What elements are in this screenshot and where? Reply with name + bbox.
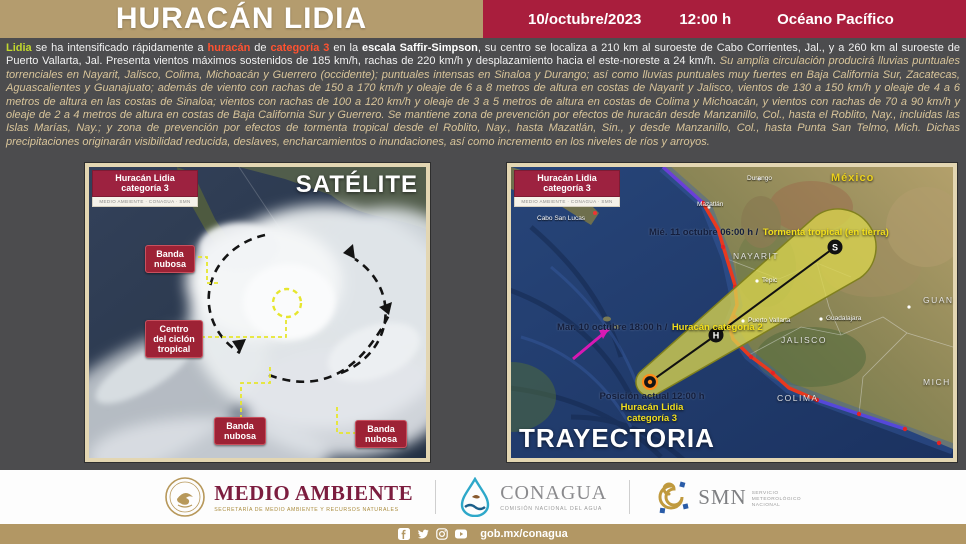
footer-logos xyxy=(0,470,966,524)
header-title-block xyxy=(0,0,483,38)
instagram-icon xyxy=(436,528,448,540)
forecast-1-time: Mié. 11 octubre 06:00 h / xyxy=(649,227,759,238)
report-region: Océano Pacífico xyxy=(777,10,894,28)
label-mexico: México xyxy=(831,172,875,184)
conagua-title: CONAGUA xyxy=(500,482,608,504)
report-date: 10/octubre/2023 xyxy=(528,10,642,28)
label-jalisco: JALISCO xyxy=(781,335,827,345)
label-michoacan: MICH xyxy=(923,377,951,387)
smn-spiral-icon xyxy=(652,478,690,516)
trajectory-map-image xyxy=(511,167,953,458)
report-time: 12:00 h xyxy=(679,10,732,28)
trajectory-caption: TRAYECTORIA xyxy=(519,423,715,453)
storm-badge-logos: MEDIO AMBIENTE · CONAGUA · SMN xyxy=(92,197,198,207)
cloud-band-label-1: Banda nubosa xyxy=(145,245,195,273)
smn-logo xyxy=(652,478,802,516)
label-tepic: Tepic xyxy=(762,277,778,284)
label-guadalajara: Guadalajara xyxy=(826,315,862,322)
current-position-marker xyxy=(643,375,657,389)
storm-badge xyxy=(514,170,620,207)
label-puerto-vallarta: Puerto Vallarta xyxy=(748,317,791,324)
smn-title: SMN xyxy=(698,484,747,509)
satellite-map-image xyxy=(89,167,426,458)
medio-ambiente-title: MEDIO AMBIENTE xyxy=(214,481,414,505)
header-meta-block xyxy=(483,0,966,38)
bottom-social-bar xyxy=(0,524,966,544)
page-title: HURACÁN LIDIA xyxy=(115,2,368,35)
trajectory-panel xyxy=(507,163,957,462)
label-durango: Durango xyxy=(747,175,772,182)
label-cabo-san-lucas: Cabo San Lucas xyxy=(537,215,586,222)
svg-text:H: H xyxy=(712,330,720,341)
current-storm-category: categoría 3 xyxy=(626,413,678,424)
semarnat-seal-icon xyxy=(164,476,206,518)
footer-divider xyxy=(629,480,630,514)
storm-badge xyxy=(92,170,198,207)
twitter-icon xyxy=(417,528,429,540)
bulletin-section xyxy=(0,38,966,163)
forecast-label-1 xyxy=(649,222,889,240)
label-mazatlan: Mazatlán xyxy=(697,201,724,208)
forecast-marker-s xyxy=(828,240,843,255)
current-position-label xyxy=(587,391,717,424)
forecast-2-time: Mar. 10 octubre 18:00 h / xyxy=(557,322,668,333)
cyclone-center-label: Centro del ciclón tropical xyxy=(145,320,203,358)
storm-badge-category: categoría 3 xyxy=(121,183,169,193)
bulletin-text: Lidia se ha intensificado rápidamente a huracán de categoría 3 en la escala Saffir-Simpson, su centro se localiza a 210 km al suroeste de Cabo Corrientes, Jal., y a 260 km al suroeste de Puerto Vallarta, Jal. Presenta vientos máximos sostenidos de 185 km/h, rachas de 220 km/h y desplazamiento hacia el este-noreste a 24 km/h. Su amplia circulación producirá lluvias puntuales torrenciales en Nayarit, Jalisco, Colima, Michoacán y Guerrero (occidente); puntuales intensas en Sinaloa y Durango; así como lluvias puntuales muy fuertes en Baja California Sur, Zacatecas, Aguascalientes y Guanajuato; además de viento con rachas de 150 a 170 km/h y oleaje de 6 a 8 metros de altura en costas de Nayarit y Jalisco, vientos de 130 a 150 km/h y oleaje de 4 a 6 metros de altura en las costas de Sinaloa; vientos con rachas de 100 a 120 km/h y oleaje de 3 a 5 metros de altura en costas de Colima y Michoacán, y vientos con rachas de 70 a 90 km/h y oleaje de 2 a 4 metros de altura en costas de Baja California Sur y Guerrero. Se mantiene zona de prevención por efectos de huracán desde Manzanillo, Col., hasta el Roblito, Nay., incluidas las Islas Marías, Nay.; y zona de prevención por efectos de tormenta tropical desde el Roblito, Nay., hasta Mazatlán, Sin., y desde Manzanillo, Col., hasta Punta San Telmo, Mich. Dichas precipitaciones originarán visibilidad reducida, deslaves, encharcamientos o inundaciones, así como incremento en los niveles de ríos y arroyos. xyxy=(6,42,960,148)
storm-badge-logos: MEDIO AMBIENTE · CONAGUA · SMN xyxy=(514,197,620,207)
conagua-drop-icon xyxy=(458,477,492,517)
forecast-label-2 xyxy=(557,317,763,335)
footer-divider xyxy=(435,480,436,514)
svg-text:S: S xyxy=(831,242,839,253)
current-storm-name: Huracán Lidia xyxy=(620,402,684,413)
label-colima: COLIMA xyxy=(777,393,819,403)
header-bar xyxy=(0,0,966,38)
storm-badge-title: Huracán Lidia xyxy=(537,173,597,183)
label-guanajuato: GUAN xyxy=(923,295,954,305)
satellite-panel xyxy=(85,163,430,462)
forecast-2-status: Huracán categoría 2 xyxy=(671,322,763,333)
footer-url: gob.mx/conagua xyxy=(480,528,568,540)
forecast-1-status: Tormenta tropical (en tierra) xyxy=(762,227,889,238)
storm-badge-title: Huracán Lidia xyxy=(115,173,175,183)
label-nayarit: NAYARIT xyxy=(733,251,780,261)
conagua-logo xyxy=(458,477,607,517)
smn-subtitle: SERVICIO METEOROLÓGICO NACIONAL xyxy=(751,490,802,508)
cloud-band-label-2: Banda nubosa xyxy=(214,417,266,445)
satellite-caption: SATÉLITE xyxy=(295,171,418,198)
medio-ambiente-logo xyxy=(164,476,413,518)
facebook-icon xyxy=(398,528,410,540)
conagua-subtitle: COMISIÓN NACIONAL DEL AGUA xyxy=(500,506,603,512)
youtube-icon xyxy=(455,528,467,540)
medio-ambiente-subtitle: SECRETARÍA DE MEDIO AMBIENTE Y RECURSOS NATURALES xyxy=(214,507,399,513)
current-position-time: Posición actual 12:00 h xyxy=(599,391,705,402)
cloud-band-label-3: Banda nubosa xyxy=(355,420,407,448)
storm-badge-category: categoría 3 xyxy=(543,183,591,193)
